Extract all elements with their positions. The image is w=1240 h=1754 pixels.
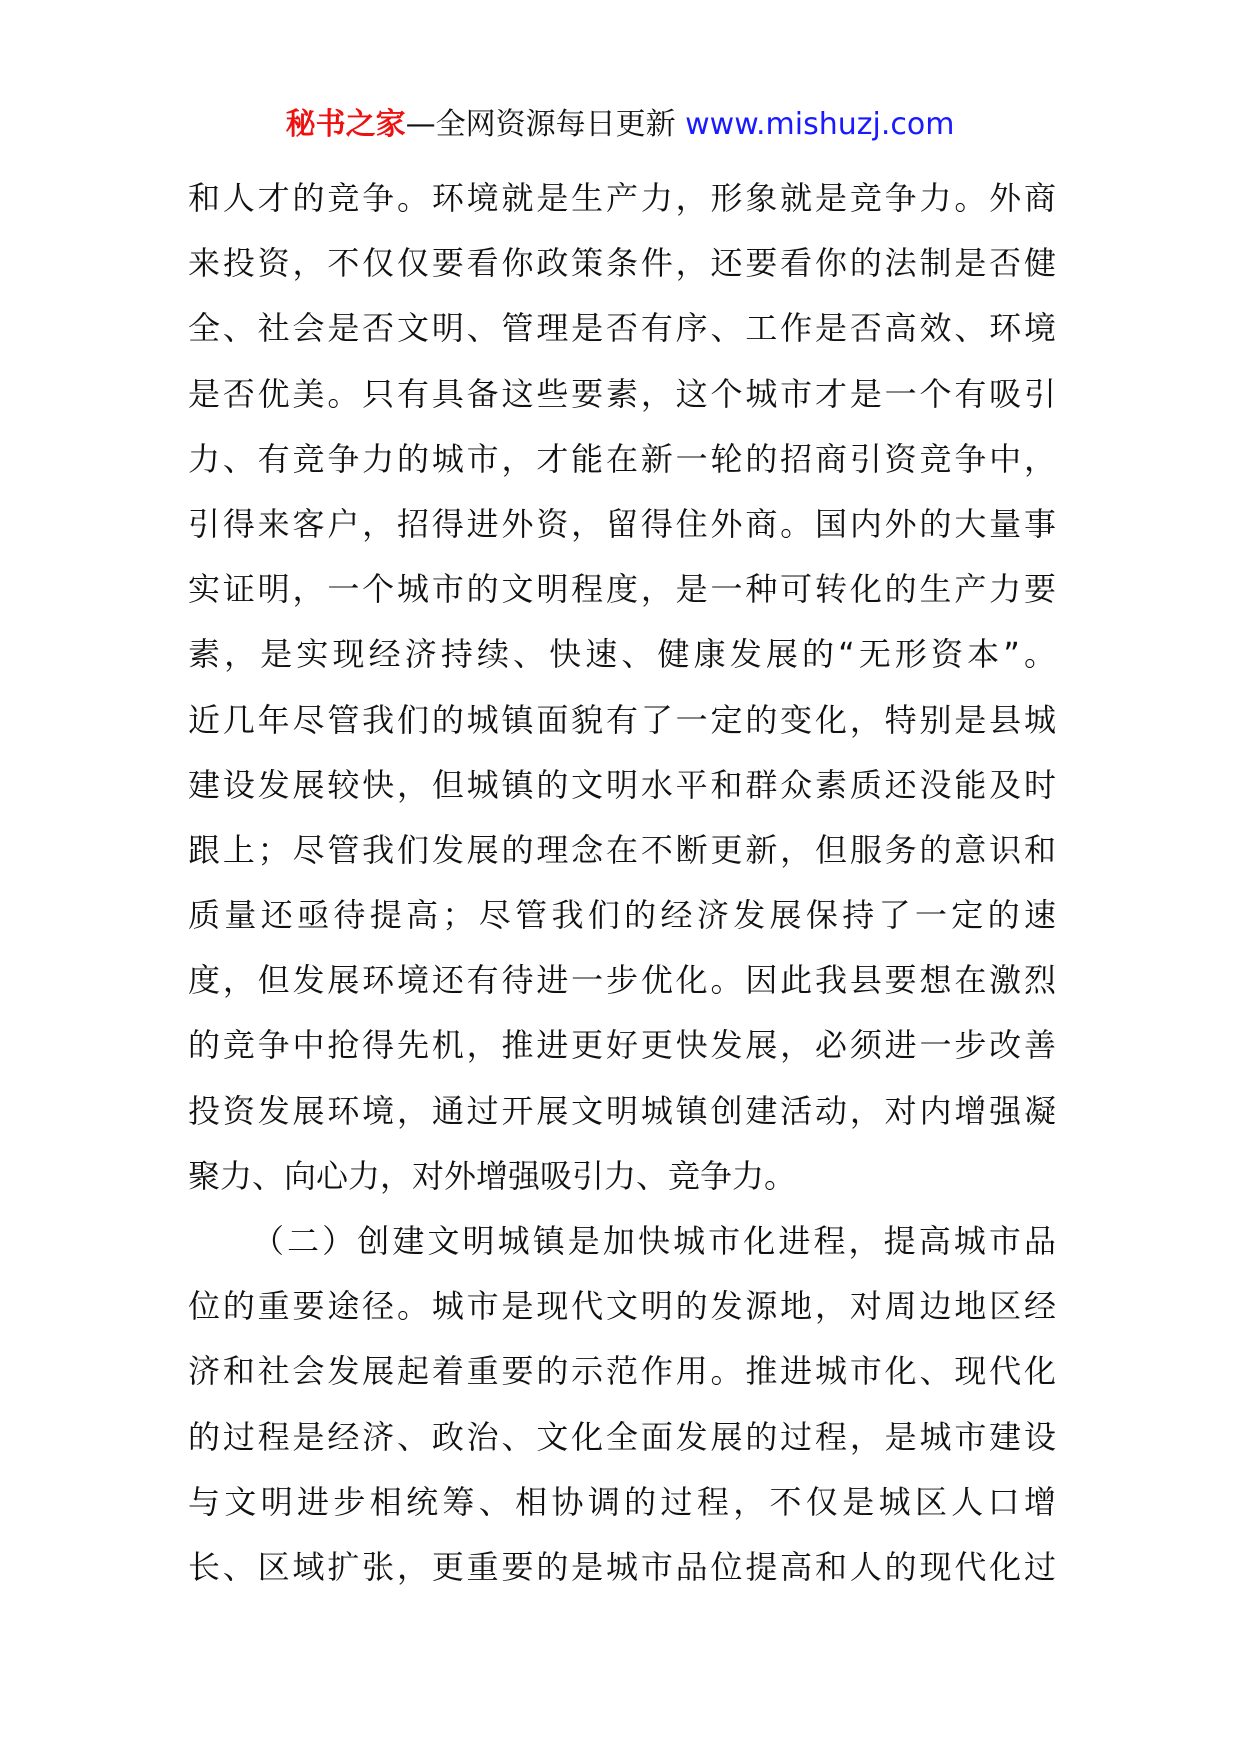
text-line: 质量还亟待提高；尽管我们的经济发展保持了一定的速 xyxy=(188,896,1056,935)
header-url-link[interactable]: www.mishuzj.com xyxy=(685,107,955,142)
text-line: 实证明，一个城市的文明程度，是一种可转化的生产力要 xyxy=(188,570,1056,609)
text-line: 长、区域扩张，更重要的是城市品位提高和人的现代化过 xyxy=(188,1547,1056,1586)
text-line: 的过程是经济、政治、文化全面发展的过程，是城市建设 xyxy=(188,1417,1056,1456)
header-tagline: —全网资源每日更新 xyxy=(405,107,676,142)
text-line: 与文明进步相统筹、相协调的过程，不仅是城区人口增 xyxy=(188,1482,1056,1521)
text-line: 跟上；尽管我们发展的理念在不断更新，但服务的意识和 xyxy=(188,830,1056,869)
text-line: 是否优美。只有具备这些要素，这个城市才是一个有吸引 xyxy=(188,374,1056,413)
text-line: 全、社会是否文明、管理是否有序、工作是否高效、环境 xyxy=(188,309,1056,348)
text-line: （二）创建文明城镇是加快城市化进程，提高城市品 xyxy=(252,1222,1056,1260)
text-line: 的竞争中抢得先机，推进更好更快发展，必须进一步改善 xyxy=(188,1026,1056,1065)
text-line: 建设发展较快，但城镇的文明水平和群众素质还没能及时 xyxy=(188,765,1056,804)
text-line: 引得来客户，招得进外资，留得住外商。国内外的大量事 xyxy=(188,504,1056,543)
text-line: 济和社会发展起着重要的示范作用。推进城市化、现代化 xyxy=(188,1352,1056,1391)
text-line: 素，是实现经济持续、快速、健康发展的“无形资本”。 xyxy=(188,635,1056,674)
text-line: 位的重要途径。城市是现代文明的发源地，对周边地区经 xyxy=(188,1287,1056,1326)
text-line: 力、有竞争力的城市，才能在新一轮的招商引资竞争中， xyxy=(188,439,1056,478)
text-line: 近几年尽管我们的城镇面貌有了一定的变化，特别是县城 xyxy=(188,700,1056,739)
text-line: 来投资，不仅仅要看你政策条件，还要看你的法制是否健 xyxy=(188,244,1056,283)
text-line: 聚力、向心力，对外增强吸引力、竞争力。 xyxy=(188,1156,797,1195)
text-line: 和人才的竞争。环境就是生产力，形象就是竞争力。外商 xyxy=(188,179,1056,217)
text-line: 投资发展环境，通过开展文明城镇创建活动，对内增强凝 xyxy=(188,1091,1056,1130)
header-brand: 秘书之家 xyxy=(285,107,406,142)
text-line: 度，但发展环境还有待进一步优化。因此我县要想在激烈 xyxy=(188,961,1056,1000)
page-header xyxy=(0,102,1240,148)
body-text xyxy=(188,166,1056,1600)
